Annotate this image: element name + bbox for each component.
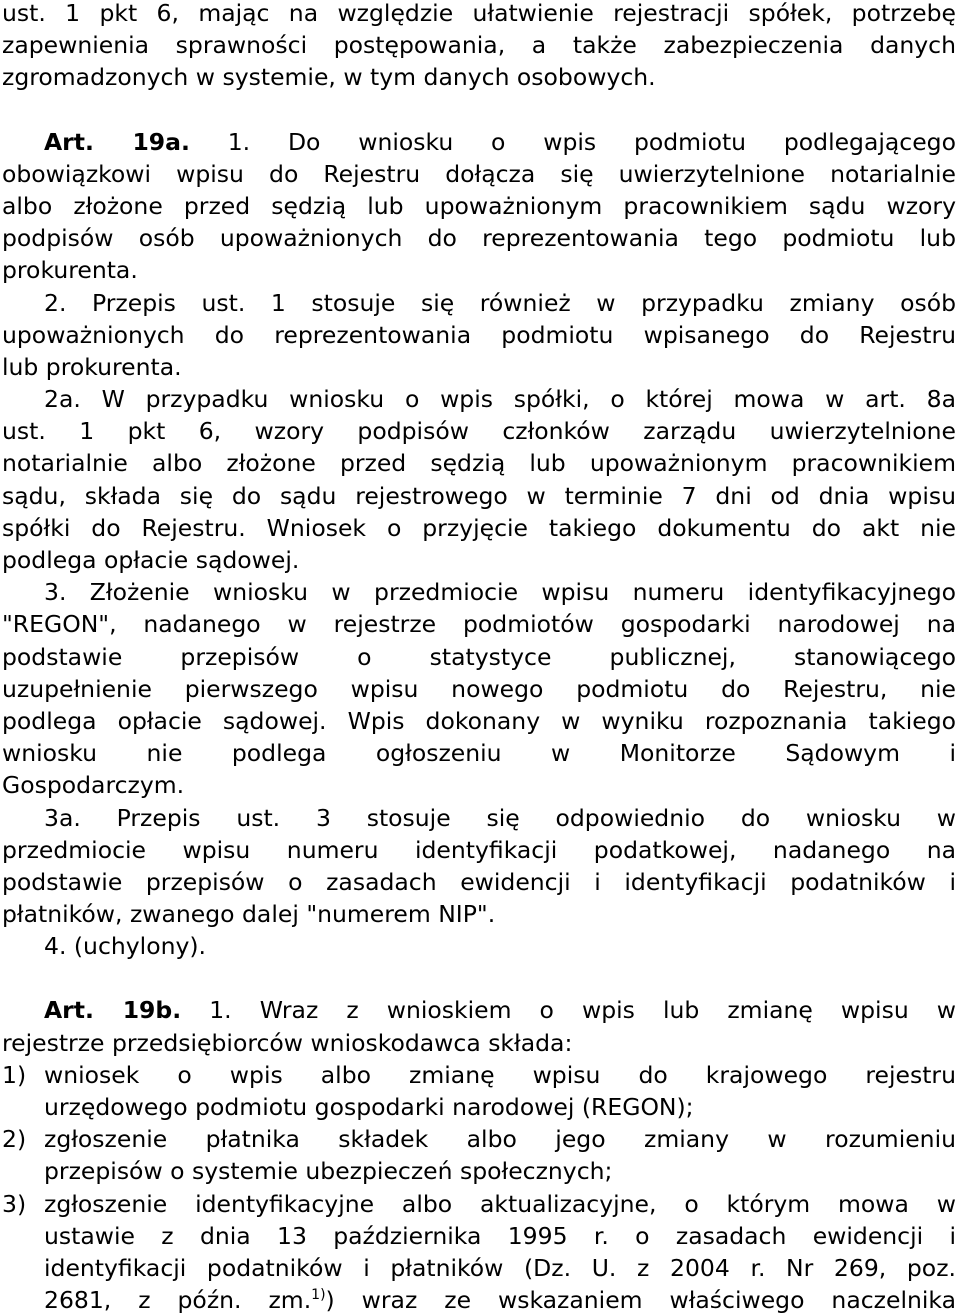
text-line: 3a. Przepis ust. 3 stosuje się odpowiednio do wniosku w (44, 803, 956, 832)
text-line (44, 1284, 956, 1316)
text-line: 3. Złożenie wniosku w przedmiocie wpisu numeru identyfikacyjnego (44, 578, 956, 607)
text-line: obowiązkowi wpisu do Rejestru dołącza się uwierzytelnione notarialnie (2, 159, 956, 188)
text-line: przedmiocie wpisu numeru identyfikacji podatkowej, nadanego na (2, 835, 956, 864)
text-line: identyfikacji podatników i płatników (Dz. U. z 2004 r. Nr 269, poz. (44, 1253, 956, 1282)
text-line: podpisów osób upoważnionych do reprezentowania tego podmiotu lub (2, 224, 956, 253)
text-line: upoważnionych do reprezentowania podmiotu wpisanego do Rejestru (2, 320, 956, 349)
item-number: 2) (2, 1125, 27, 1154)
text-run: ) wraz ze wskazaniem właściwego naczelnika (325, 1286, 956, 1315)
list-item (2, 1059, 956, 1123)
text-line: podlega opłacie sądowej. Wpis dokonany w wyniku rozpoznania takiego (2, 706, 956, 735)
text-line: zgłoszenie płatnika składek albo jego zmiany w rozumieniu (44, 1125, 956, 1154)
text-line: spółki do Rejestru. Wniosek o przyjęcie takiego dokumentu do akt nie (2, 513, 956, 542)
text-line: notarialnie albo złożone przed sędzią lub upoważnionym pracownikiem (2, 449, 956, 478)
text-line: prokurenta. (2, 256, 138, 285)
text-line: ustawie z dnia 13 października 1995 r. o zasadach ewidencji i (44, 1221, 956, 1250)
text-line: wniosek o wpis albo zmianę wpisu do krajowego rejestru (44, 1060, 956, 1089)
list-item (2, 1123, 956, 1187)
text-line: albo złożone przed sędzią lub upoważnionym pracownikiem sądu wzory (2, 191, 956, 220)
text-line: zgłoszenie identyfikacyjne albo aktualizacyjne, o którym mowa w (44, 1189, 956, 1218)
text-line: podstawie przepisów o statystyce publicznej, stanowiącego (2, 642, 956, 671)
text-line: Gospodarczym. (2, 771, 185, 800)
text-line: płatników, zwanego dalej "numerem NIP". (2, 900, 496, 929)
text-line: ust. 1 pkt 6, mając na względzie ułatwienie rejestracji spółek, potrzebę (2, 0, 956, 27)
text-line: lub prokurenta. (2, 352, 182, 381)
text-line: wniosku nie podlega ogłoszeniu w Monitorze Sądowym i (2, 739, 956, 768)
article-label: Art. 19a. (44, 127, 190, 156)
text-line: urzędowego podmiotu gospodarki narodowej (REGON); (44, 1093, 694, 1121)
article-label: Art. 19b. (44, 996, 182, 1025)
text-line: podstawie przepisów o zasadach ewidencji i identyfikacji podatników i (2, 867, 956, 896)
text-line: 2. Przepis ust. 1 stosuje się również w przypadku zmiany osób (44, 288, 956, 317)
text-line: ust. 1 pkt 6, wzory podpisów członków zarządu uwierzytelnione (2, 417, 956, 446)
text-line: 2a. W przypadku wniosku o wpis spółki, o której mowa w art. 8a (44, 385, 956, 414)
text-line: 4. (uchylony). (44, 932, 207, 961)
article-19b (2, 994, 956, 1316)
article-19a (2, 126, 956, 963)
text-line: "REGON", nadanego w rejestrze podmiotów gospodarki narodowej na (2, 610, 956, 639)
text-run: 1. Do wniosku o wpis podmiotu podlegającego (227, 127, 956, 156)
paragraph-gap (2, 962, 956, 994)
text-line: podlega opłacie sądowej. (2, 546, 300, 574)
text-run: 2681, z późn. zm. (44, 1286, 312, 1315)
text-line: przepisów o systemie ubezpieczeń społecznych; (44, 1157, 613, 1186)
paragraph-gap (2, 94, 956, 126)
item-number: 1) (2, 1060, 27, 1089)
text-line: rejestrze przedsiębiorców wnioskodawca składa: (2, 1028, 573, 1057)
text-line: zapewnienia sprawności postępowania, a także zabezpieczenia danych (2, 31, 956, 60)
text-line: uzupełnienie pierwszego wpisu nowego podmiotu do Rejestru, nie (2, 674, 956, 703)
text-run: 1. Wraz z wnioskiem o wpis lub zmianę wpisu w (209, 996, 956, 1025)
text-line: zgromadzonych w systemie, w tym danych osobowych. (2, 63, 656, 92)
footnote-ref[interactable]: 1) (311, 1287, 326, 1304)
list-item (2, 1188, 956, 1316)
article-heading-line (2, 126, 956, 158)
item-number: 3) (2, 1189, 27, 1218)
intro-paragraph (2, 0, 956, 94)
document-page (2, 0, 956, 1316)
text-line: sądu, składa się do sądu rejestrowego w terminie 7 dni od dnia wpisu (2, 481, 956, 510)
article-heading-line (2, 994, 956, 1026)
